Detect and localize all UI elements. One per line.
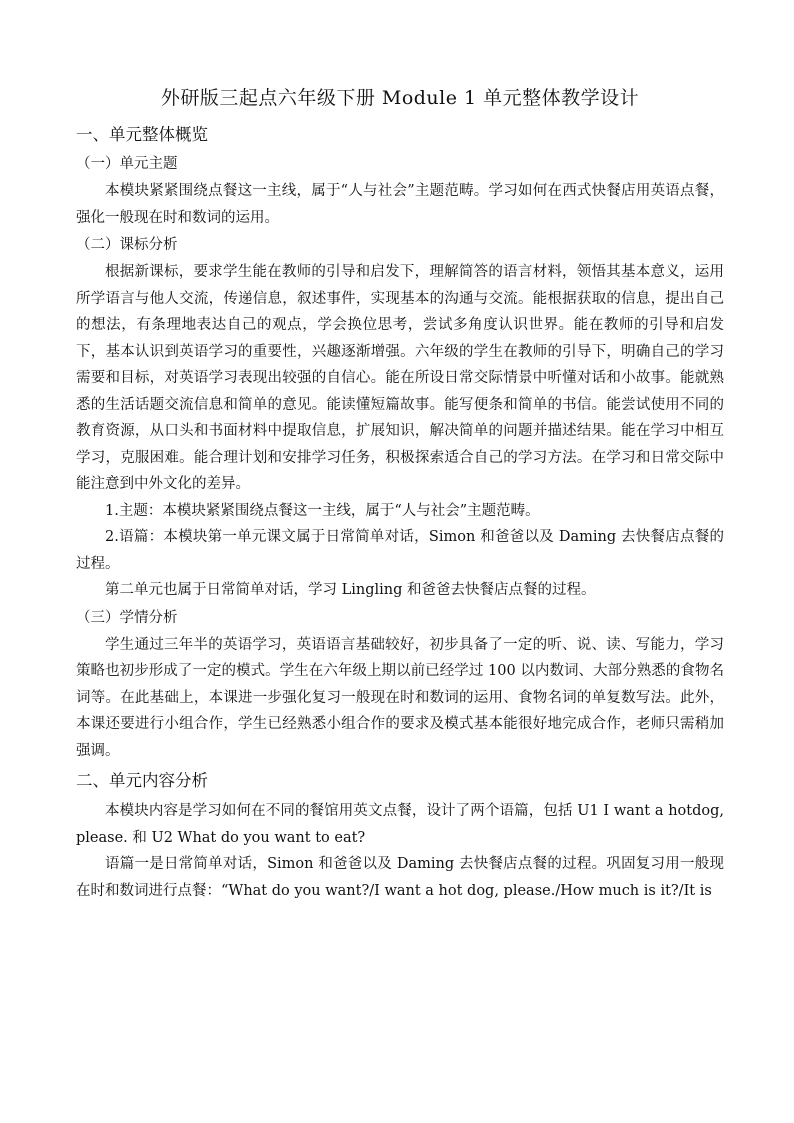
document-title: 外研版三起点六年级下册 Module 1 单元整体教学设计 [160,87,640,109]
section-heading-content: 二、单元内容分析 [76,771,208,790]
paragraph-discourse-one: 语篇一是日常简单对话，Simon 和爸爸以及 Daming 去快餐店点餐的过程。巩固复习用一般现在时和数词进行点餐：“What do you want?/I want a hot dog, please./How much is it?/It is [76,856,724,899]
subsection-heading-theme: （一）单元主题 [76,156,178,172]
paragraph-unit2: 第二单元也属于日常简单对话，学习 Lingling 和爸爸去快餐店点餐的过程。 [105,582,596,598]
paragraph-topic: 1.主题：本模块紧紧围绕点餐这一主线，属于“人与社会”主题范畴。 [105,502,540,519]
paragraph-discourse: 2.语篇：本模块第一单元课文属于日常简单对话，Simon 和爸爸以及 Daming 去快餐店点餐的过程。 [76,529,724,572]
paragraph-content-intro: 本模块内容是学习如何在不同的餐馆用英文点餐，设计了两个语篇，包括 U1 I want a hotdog, please. 和 U2 What do you want to eat? [76,803,724,846]
subsection-heading-learners: （三）学情分析 [76,609,178,626]
paragraph-learners: 学生通过三年半的英语学习，英语语言基础较好，初步具备了一定的听、说、读、写能力，学习策略也初步形成了一定的模式。学生在六年级上期以前已经学过 100 以内数词、大部分熟悉的食物名词等。在此基础上，本课进一步强化复习一般现在时和数词的运用、食物名词的单复数写法。此外，本课还要进行小组合作，学生已经熟悉小组合作的要求及模式基本能很好地完成合作，老师只需稍加强调。 [76,636,724,759]
subsection-heading-standards: （二）课标分析 [76,237,178,253]
paragraph-standards: 根据新课标，要求学生能在教师的引导和启发下，理解简答的语言材料，领悟其基本意义，运用所学语言与他人交流，传递信息，叙述事件，实现基本的沟通与交流。能根据获取的信息，提出自己的想法，有条理地表达自己的观点，学会换位思考，尝试多角度认识世界。能在教师的引导和启发下，基本认识到英语学习的重要性，兴趣逐渐增强。六年级的学生在教师的引导下，明确自己的学习需要和目标，对英语学习表现出较强的自信心。能在所设日常交际情景中听懂对话和小故事。能就熟悉的生活话题交流信息和简单的意见。能读懂短篇故事。能写便条和简单的书信。能尝试使用不同的教育资源，从口头和书面材料中提取信息，扩展知识，解决简单的问题并描述结果。能在学习中相互学习，克服困难。能合理计划和安排学习任务，积极探索适合自己的学习方法。在学习和日常交际中能注意到中外文化的差异。 [76,264,724,492]
paragraph-theme: 本模块紧紧围绕点餐这一主线，属于“人与社会”主题范畴。学习如何在西式快餐店用英语点餐，强化一般现在时和数词的运用。 [76,183,724,226]
section-heading-overview: 一、单元整体概览 [76,125,208,144]
